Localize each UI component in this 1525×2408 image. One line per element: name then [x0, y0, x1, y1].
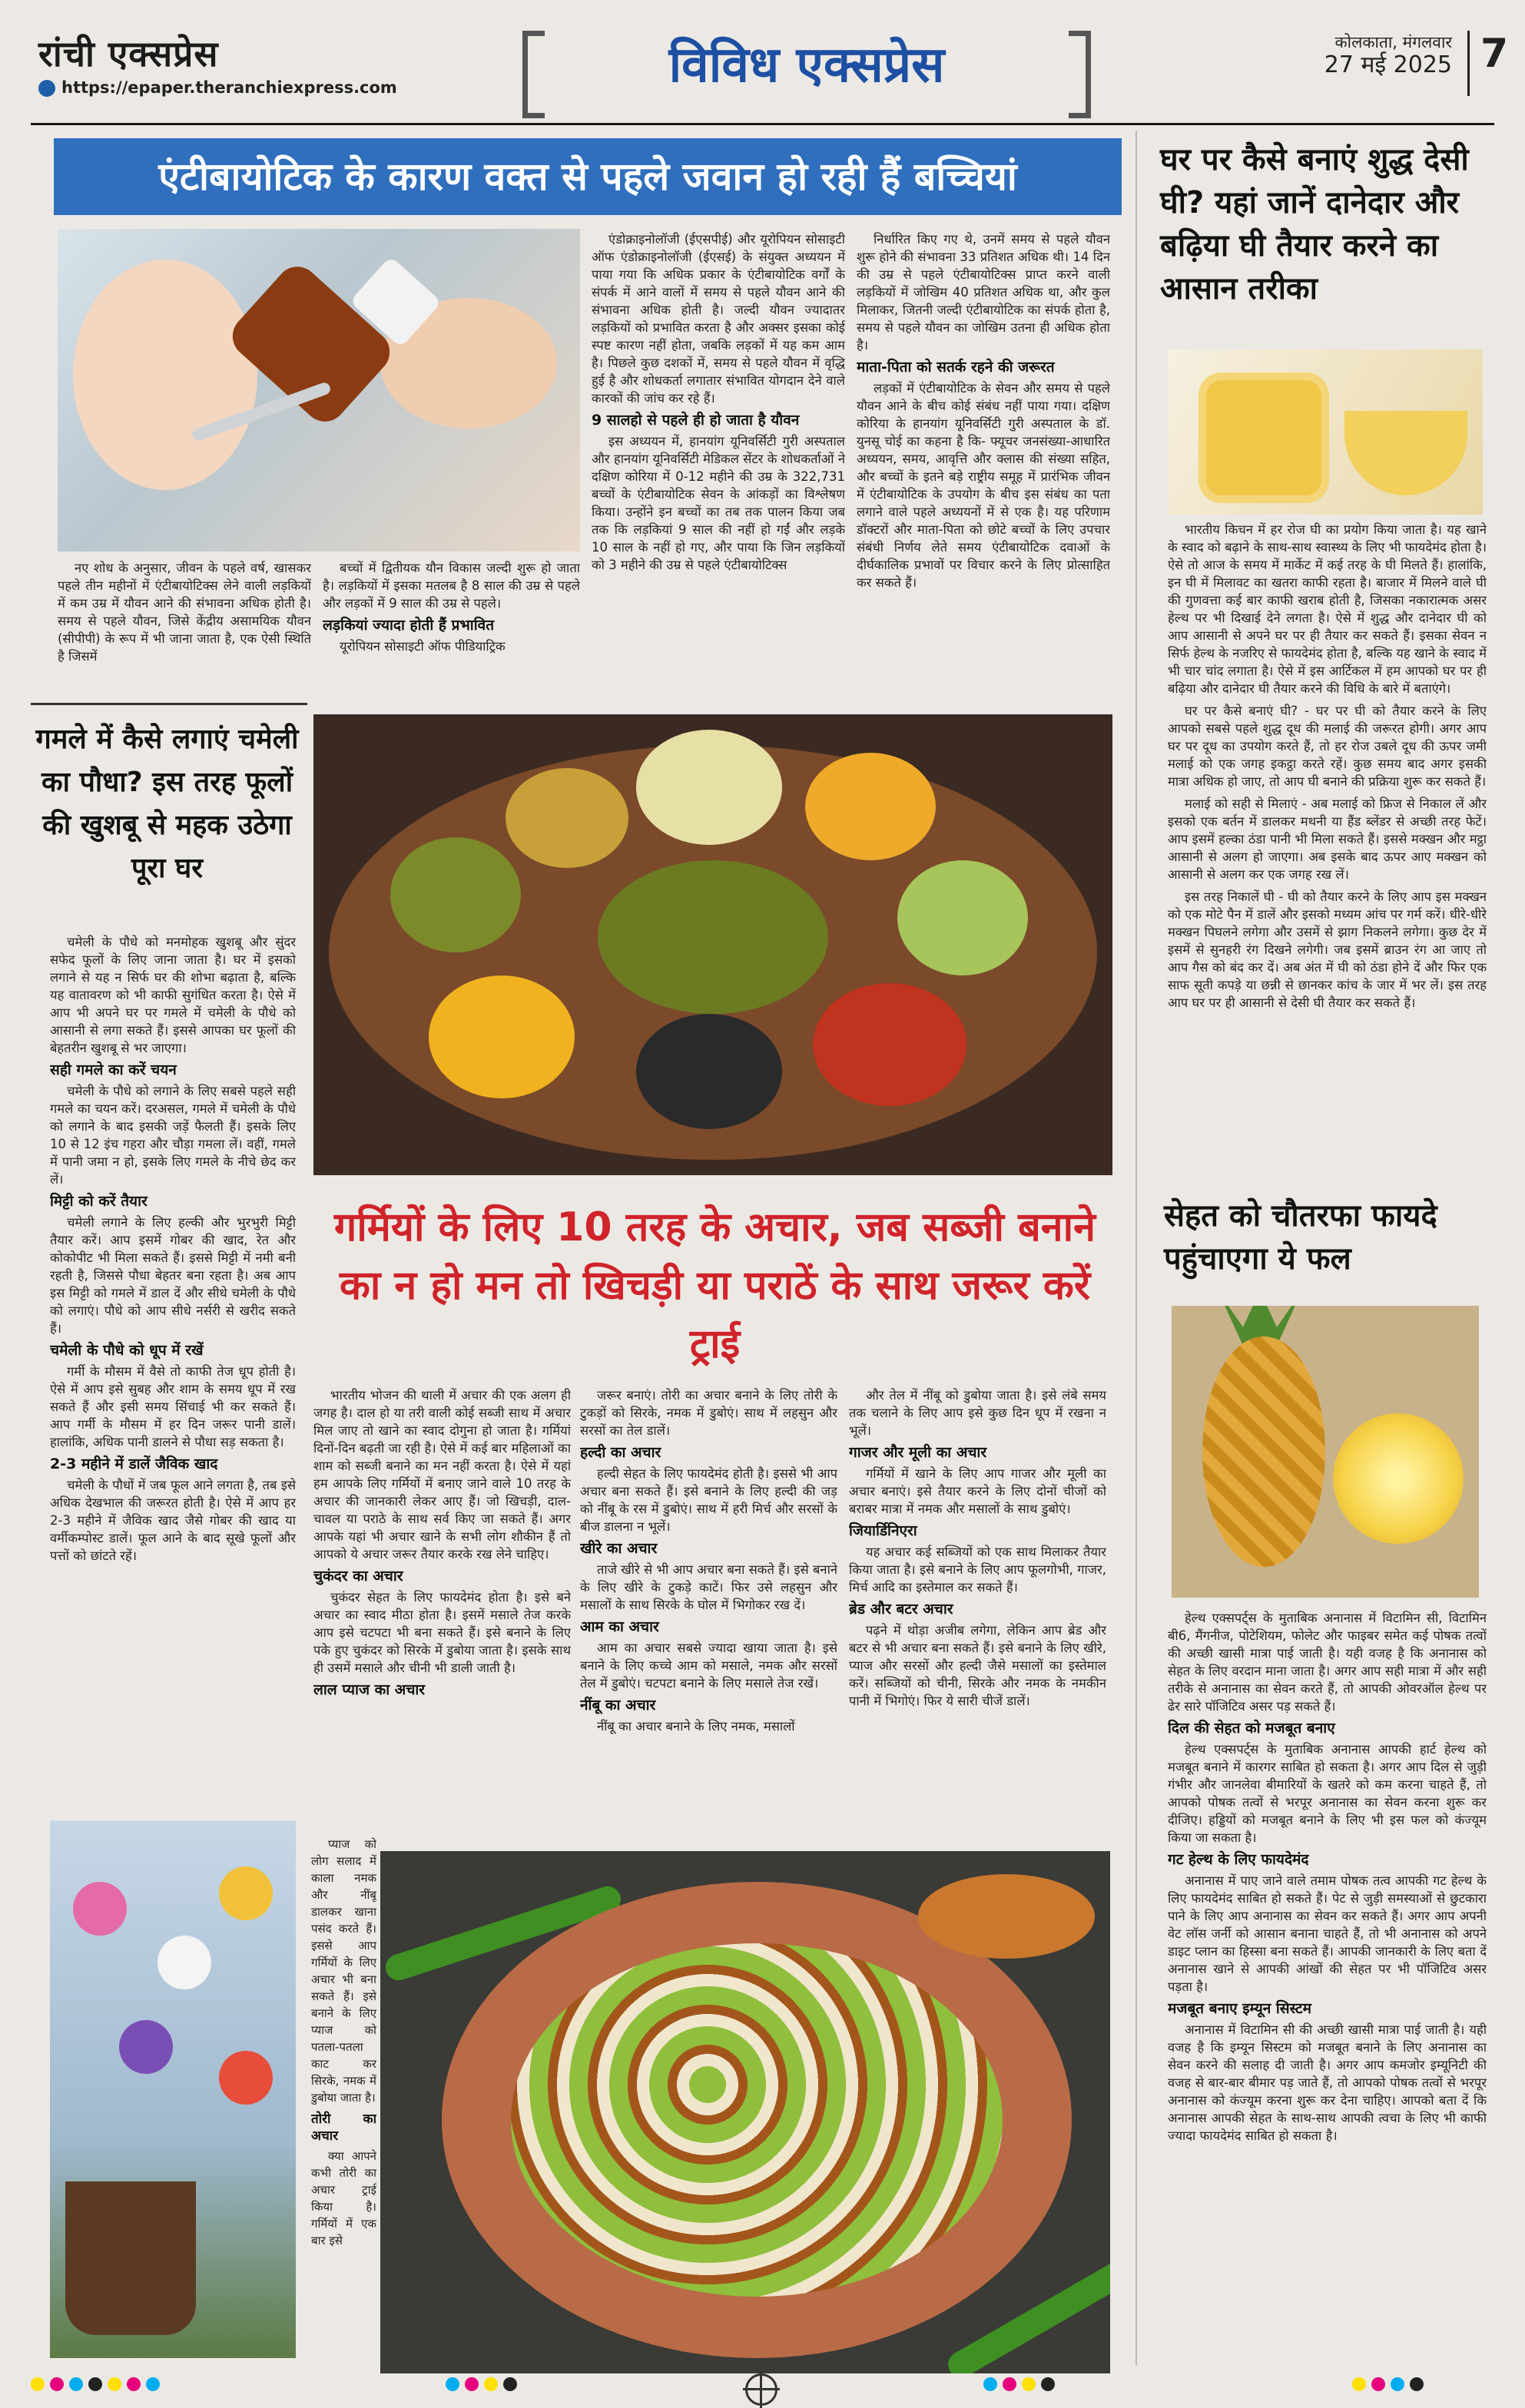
pickles-col1-p4: क्या आपने कभी तोरी का अचार ट्राई किया है। गर्मियों में एक बार इसे [311, 2149, 376, 2247]
pickles-col1 [313, 1386, 571, 1828]
ghee-p3: मलाई को सही से मिलाएं - अब मलाई को फ्रिज से निकाल लें और इसको एक बर्तन में डालकर मथनी या हैंड ब्लेंडर से अच्छी तरह फेटें। आप इसमें हल्का ठंडा पानी भी मिला सकते हैं। इससे मक्खन और मट्ठा आसानी से अलग हो जाएगा। अब इसके बाद ऊपर आए मक्खन को आसानी से अलग कर एक जगह रख लें। [1168, 797, 1487, 882]
pickles-col2 [580, 1386, 837, 1840]
pickles-col1-p2: चुकंदर सेहत के लिए फायदेमंद होता है। इसे बने अचार का स्वाद मीठा होता है। इसमें मसाले तेज करके आप इसे चटपटा भी बना सकते हैं। इसे बनाने के लिए पके हुए चुकंदर को सिरके में डुबोया जाता है। इसके साथ ही उसमें मसाले और चीनी भी डाली जाती है। [313, 1590, 571, 1675]
black-dot-icon [503, 2377, 517, 2391]
ghee-headline: घर पर कैसे बनाएं शुद्ध देसी घी? यहां जानें दानेदार और बढ़िया घी तैयार करने का आसान तरीका [1160, 142, 1469, 306]
pickle-bowl-icon [897, 860, 1028, 975]
fruit-subhead-gut: गट हेल्थ के लिए फायदेमंद [1168, 1851, 1309, 1868]
fruit-p3: अनानास में पाए जाने वाले तमाम पोषक तत्व आपकी गट हेल्थ के लिए फायदेमंद साबित हो सकते हैं। पेट से जुड़ी समस्याओं से छुटकारा पाने के लिए आप अनानास का सेवन कर सकते हैं। अगर आप अपनी वेट लॉस जर्नी को आसान बनाना चाहते हैं, तो भी अनानास को अपने डाइट प्लान का हिस्सा बना सकते हैं। आपकी जानकारी के लिए बता दें अनानास खाने से आपकी आंखों की सेहत पर भी पॉजिटिव असर पड़ता है। [1168, 1873, 1487, 1994]
pickles-col3-p1: और तेल में नींबू को डुबोया जाता है। इसे लंबे समय तक चलाने के लिए आप इसे कुछ दिन धूप में रखना न भूलें। [849, 1388, 1106, 1438]
pickles-subhead-bread-butter: ब्रेड और बटर अचार [849, 1601, 953, 1618]
pickles-subhead-turmeric: हल्दी का अचार [580, 1444, 661, 1461]
pickles-subhead-lemon: नींबू का अचार [580, 1697, 656, 1714]
cyan-dot-icon [69, 2377, 83, 2391]
color-dots-right [1352, 2377, 1429, 2394]
ghee-jar-icon [1198, 373, 1329, 503]
flower-icon [219, 2051, 273, 2105]
pickles-col3-p4: पढ़ने में थोड़ा अजीब लगेगा, लेकिन आप ब्रेड और बटर से भी अचार बना सकते हैं। इसे बनाने के लिए खीरे, प्याज और सरसों और हल्दी जैसे मसालों का इस्तेमाल करें। सब्जियों को चीनी, सिरके और नमक के नमकीन पानी में भिगोएं। फिर ये सारी चीजें डालें। [849, 1623, 1106, 1708]
dateline [1252, 31, 1452, 77]
spice-bowl-icon [918, 1874, 1095, 1959]
magenta-dot-icon [465, 2377, 479, 2391]
black-dot-icon [1041, 2377, 1055, 2391]
pineapple-slice-icon [1333, 1413, 1464, 1544]
pineapple-photo [1172, 1306, 1479, 1598]
yellow-dot-icon [31, 2377, 45, 2391]
pickles-photo [313, 714, 1112, 1175]
mixed-pickle-icon [511, 1943, 1003, 2297]
pickle-bowl-icon [805, 753, 936, 860]
antibiotics-col3-text: एंडोक्राइनोलॉजी (ईएसपीई) और यूरोपियन सोसाइटी ऑफ एंडोक्राइनोलॉजी (ईएसई) के संयुक्त अध्ययन में पाया गया कि अधिक प्रकार के एंटीबायोटिक वर्गों के संपर्क में आने वालों में समय से पहले यौवन आने की संभावना अधिक होती है। जल्दी यौवन ज्यादातर लड़कियों को प्रभावित करता है और अक्सर इसका कोई स्पष्ट कारण नहीं होता, जबकि लड़कों में यह कम आम है। पिछले कुछ दशकों में, समय से पहले यौवन में वृद्धि हुई है और शोधकर्ता लगातार संभावित योगदान देने वाले कारकों की जांच कर रहे हैं। [592, 232, 845, 406]
jasmine-p3: चमेली लगाने के लिए हल्की और भुरभुरी मिट्टी तैयार करें। आप इसमें गोबर की खाद, रेत और कोकोपीट भी मिला सकते हैं। इससे मिट्टी में नमी बनी रहती है, जिससे पौधा बेहतर बना रहता है। अब आप इस मिट्टी को गमले में डाल दें और सीधे चमेली के पौधे को लगाएं। पौधे को आप सीधे नर्सरी से खरीद सकते हैं। [50, 1215, 296, 1336]
antibiotics-col2b-text: यूरोपियन सोसाइटी ऑफ पीडियाट्रिक [340, 639, 506, 654]
pickles-subhead-onion: लाल प्याज का अचार [313, 1681, 426, 1698]
pickles-subhead-giardiniera: जियार्डिनिएरा [849, 1522, 917, 1539]
magenta-dot-icon [127, 2377, 141, 2391]
antibiotics-headline: एंटीबायोटिक के कारण वक्त से पहले जवान हो रही हैं बच्चियां [54, 138, 1122, 215]
jasmine-p5: चमेली के पौधों में जब फूल आने लगता है, तब इसे अधिक देखभाल की जरूरत होती है। ऐसे में आप हर 2-3 महीने में जैविक खाद जैसे गोबर की खाद या वर्मीकम्पोस्ट डालें। फूल आने के बाद सूखे फूलों और पत्तों को छांटते रहें। [50, 1478, 296, 1563]
pickle-bowl-icon [506, 768, 628, 868]
fruit-p2: हेल्थ एक्सपर्ट्स के मुताबिक अनानास आपकी हार्ट हेल्थ को मजबूत बनाने में कारगर साबित हो सकता है। अगर आप दिल से जुड़ी गंभीर और जानलेवा बीमारियों के खतरे को कम करना चाहते हैं, तो आपको पोषक तत्वों से भरपूर अनानास का सेवन करना शुरू कर दीजिए। हड्डियों को मजबूत बनाने के लिए भी इस फल को कंज्यूम किया जा सकता है। [1168, 1742, 1487, 1845]
color-dots-center-right [983, 2377, 1060, 2394]
fruit-body [1168, 1609, 1487, 2362]
magenta-dot-icon [1003, 2377, 1016, 2391]
pickles-subhead-cucumber: खीरे का अचार [580, 1540, 658, 1557]
section-title: विविध एक्सप्रेस [668, 37, 945, 94]
pickles-col2-p4: आम का अचार सबसे ज्यादा खाया जाता है। इसे बनाने के लिए कच्चे आम को मसाले, नमक और सरसों तेल में डुबोएं। चटपटा बनाने के लिए मसाले तेज रखें। [580, 1641, 837, 1691]
cyan-dot-icon [446, 2377, 459, 2391]
antibiotics-col2-subhead: लड़कियां ज्यादा होती हैं प्रभावित [323, 617, 495, 634]
pickles-onion-col [311, 1836, 376, 2366]
yellow-dot-icon [1352, 2377, 1366, 2391]
flower-icon [157, 1936, 211, 1989]
yellow-dot-icon [108, 2377, 121, 2391]
fruit-p1: हेल्थ एक्सपर्ट्स के मुताबिक अनानास में विटामिन सी, विटामिन बी6, मैंगनीज, पोटेशियम, फोलेट और फाइबर समेत कई पोषक तत्वों की अच्छी खासी मात्रा पाई जाती है। यही वजह है कि अनानास को सेहत के लिए वरदान माना जाता है। अगर आप सही मात्रा में और सही तरीके से अनानास का सेवन करते हैं, तो आपकी ओवरऑल हेल्थ पर ढेर सारे पॉजिटिव असर पड़ सकते हैं। [1168, 1611, 1487, 1714]
pineapple-icon [1202, 1336, 1325, 1567]
baby-shape [73, 260, 257, 490]
pickles-col3-p2: गर्मियों में खाने के लिए आप गाजर और मूली का अचार बनाएं। इसे तैयार करने के लिए दोनों चीजों को बराबर मात्रा में नमक और मसालों के साथ डुबोएं। [849, 1466, 1106, 1516]
pickles-col2-p5: नींबू का अचार बनाने के लिए नमक, मसालों [597, 1719, 795, 1734]
black-dot-icon [88, 2377, 102, 2391]
antibiotics-col1-text: नए शोध के अनुसार, जीवन के पहले वर्ष, खासकर पहले तीन महीनों में एंटीबायोटिक्स लेने वाली लड़कियों में कम उम्र में यौवन आने की संभावना अधिक होती है। समय से पहले यौवन, जिसे केंद्रीय असामयिक यौवन (सीपीपी) के रूप में भी जाना जाता है, एक ऐसी स्थिति है जिसमें [58, 561, 311, 664]
pickles-col2-p1: जरूर बनाएं। तोरी का अचार बनाने के लिए तोरी के टुकड़ों को सिरके, नमक में डुबोएं। साथ में लहसुन और सरसों का तेल डालें। [580, 1388, 837, 1438]
fruit-headline: सेहत को चौतरफा फायदे पहुंचाएगा ये फल [1164, 1198, 1437, 1277]
yellow-dot-icon [484, 2377, 498, 2391]
pickle-bowl-icon [813, 983, 966, 1106]
antibiotics-col1 [58, 559, 311, 694]
antibiotics-photo [58, 229, 580, 551]
jasmine-p2: चमेली के पौधे को लगाने के लिए सबसे पहले सही गमले का चयन करें। दरअसल, गमले में चमेली के पौधे को लगाने के बाद इसकी जड़ें फैलती हैं। इसके लिए 10 से 12 इंच गहरा और चौड़ा गमला लें। वहीं, गमले में पानी जमा न हो, इसके लिए गमले के नीचे छेद कर लें। [50, 1084, 296, 1187]
pickles-col2-p3: ताजे खीरे से भी आप अचार बना सकते हैं। इसे बनाने के लिए खीरे के टुकड़े काटें। फिर उसे लहसुन और मसालों के साथ सिरके के घोल में भिगोकर रख दें। [580, 1562, 837, 1612]
pickles-subhead-beetroot: चुकंदर का अचार [313, 1568, 403, 1585]
ghee-bowl-icon [1344, 411, 1467, 495]
epaper-url[interactable] [38, 78, 397, 97]
section-banner [615, 26, 999, 111]
registration-crosshair-icon [745, 2373, 777, 2406]
jasmine-headline: गमले में कैसे लगाएं चमेली का पौधा? इस तरह फूलों की खुशबू से महक उठेगा पूरा घर [35, 724, 299, 884]
jasmine-p4: गर्मी के मौसम में वैसे तो काफी तेज धूप होती है। ऐसे में आप इसे सुबह और शाम के समय धूप में रख सकते हैं और इसी समय सिंचाई भी कर सकते हैं। आप गर्मी के मौसम में हर दिन जरूर पानी डालें। हालांकि, अधिक पानी डालने से पौधा सड़ सकता है। [50, 1364, 296, 1449]
color-registration-top [484, 29, 576, 43]
antibiotics-col2-text: बच्चों में द्वितीयक यौन विकास जल्दी शुरू हो जाता है। लड़कियों में इसका मतलब है 8 साल की उम्र से पहले और लड़कों में 9 साल की उम्र से पहले। [323, 561, 580, 611]
jasmine-top-rule [31, 703, 307, 705]
cyan-dot-icon [1391, 2377, 1404, 2391]
pickle-bowl-icon [598, 860, 828, 1014]
cyan-dot-icon [983, 2377, 997, 2391]
fruit-subhead-immune: मजबूत बनाए इम्यून सिस्टम [1168, 2000, 1311, 2017]
jasmine-body [50, 933, 296, 1817]
antibiotics-col3b-text: इस अध्ययन में, हानयांग यूनिवर्सिटी गुरी अस्पताल और हानयांग यूनिवर्सिटी मेडिकल सेंटर के शोधकर्ताओं ने दक्षिण कोरिया में 0-12 महीने की उम्र के 322,731 बच्चों के एंटीबायोटिक सेवन के आंकड़ों का विश्लेषण किया। उन्होंने इन बच्चों का तब तक पालन किया जब तक कि लड़कियां 9 साल की नहीं हो गईं और लड़के 10 साल के नहीं हो गए, और पाया कि जिन लड़कियों को 3 महीने की उम्र से पहले एंटीबायोटिक्स [592, 434, 845, 572]
black-dot-icon [1410, 2377, 1424, 2391]
antibiotics-col4 [857, 230, 1110, 691]
ghee-p1: भारतीय किचन में हर रोज घी का प्रयोग किया जाता है। यह खाने के स्वाद को बढ़ाने के साथ-साथ स्वास्थ्य के लिए भी फायदेमंद होता है। ऐसे तो आज के समय में मार्केट में कई तरह के घी मिलते हैं। हालांकि, इन घी में मिलावट का खतरा काफी रहता है। बाजार में मिलने वाले घी की गुणवत्ता कई बार काफी खराब होती है, जिसका नकारात्मक असर हेल्थ पर भी दिखाई देने लगता है। ऐसे में शुद्ध और दानेदार घी को आप आसानी से अपने घर पर ही तैयार कर सकते हैं। इसका सेवन न सिर्फ हेल्थ के नजरिए से फायदेमंद होता है, बल्कि यह खाने के स्वाद में भी चार चांद लगाता है। ऐसे में इस आर्टिकल में हम आपको घर पर ही बढ़िया और दानेदार घी तैयार करने की विधि के बारे में बताएंगे। [1168, 522, 1487, 696]
pickles-subhead-carrot-radish: गाजर और मूली का अचार [849, 1444, 987, 1461]
jasmine-p1: चमेली के पौधे को मनमोहक खुशबू और सुंदर सफेद फूलों के लिए जाना जाता है। घर में इसको लगाने से यह न सिर्फ घर की शोभा बढ़ाता है, बल्कि यह वातावरण को भी काफी सुगंधित करता है। ऐसे में आप भी अपने घर पर गमले में चमेली के पौधे को आसानी से लगा सकते हैं। इससे आपका घर फूलों की बेहतरीन खुशबू से भर जाएगा। [50, 935, 296, 1055]
pickle-bowl-icon [636, 730, 782, 845]
yellow-dot-icon [1022, 2377, 1036, 2391]
antibiotics-col4b-text: लड़कों में एंटीबायोटिक के सेवन और समय से पहले यौवन आने के बीच कोई संबंध नहीं पाया गया। दक्षिण कोरिया के हानयांग यूनिवर्सिटी गुरी अस्पताल के डॉ. युनसू चोई का कहना है कि- फ्यूचर जनसंख्या-आधारित अध्ययन, समय, आवृत्ति और क्लास की संख्या सहित, और बच्चों के इतने बड़े राष्ट्रीय समूह में प्रारंभिक जीवन में एंटीबायोटिक के उपयोग के बीच इस संबंध का पता लगाने वाले पहले अध्ययनों में से एक है। यह परिणाम डॉक्टरों और माता-पिता को छोटे बच्चों के लिए उपचार संबंधी निर्णय लेते समय एंटीबायोटिक दवाओं के दीर्घकालिक प्रभावों पर विचार करने के लिए प्रोत्साहित कर सकते हैं। [857, 381, 1110, 590]
epaper-url-text: https://epaper.theranchiexpress.com [61, 78, 397, 97]
flower-icon [73, 1882, 127, 1936]
color-dots-left [31, 2377, 165, 2394]
jasmine-photo [50, 1820, 296, 2358]
globe-icon [38, 80, 55, 97]
ghee-p4: इस तरह निकालें घी - घी को तैयार करने के लिए आप इस मक्खन को एक मोटे पैन में डालें और इसको मध्यम आंच पर गर्म करें। धीरे-धीरे मक्खन पिघलने लगेगा और उसमें से झाग निकलने लगेगा। कुछ देर में इसमें से सुनहरी रंग दिखने लगेगी। जब इसमें ब्राउन रंग आ जाए तो आप गैस को बंद कर दें। अब अंत में घी को ठंडा होने दें और फिर एक साफ सूती कपड़े या छन्नी से छानकर कांच के जार में भर लें। इस तरह आप घर पर ही आसानी से देसी घी तैयार कर सकते हैं। [1168, 889, 1487, 1010]
bracket-right-icon [1069, 31, 1091, 118]
masthead [31, 23, 1509, 125]
pickle-bowl-icon [390, 837, 521, 952]
pickles-col2-p2: हल्दी सेहत के लिए फायदेमंद होती है। इससे भी आप अचार बना सकते हैं। इसे बनाने के लिए हल्दी की जड़ को नींबू के रस में डुबोएं। साथ में हरी मिर्च और सरसों के बीज डालना न भूलें। [580, 1466, 837, 1534]
pickles-subhead-tori: तोरी का अचार [311, 2112, 376, 2144]
magenta-dot-icon [50, 2377, 64, 2391]
fruit-p4: अनानास में विटामिन सी की अच्छी खासी मात्रा पाई जाती है। यही वजह है कि इम्यून सिस्टम को मजबूत बनाने के लिए अनानास का सेवन करने की सलाह दी जाती है। अगर आप कमजोर इम्यूनिटी की वजह से बार-बार बीमार पड़ जाते हैं, तो आपको पोषक तत्वों से भरपूर अनानास को कंज्यूम करना शुरू कर देना चाहिए। आपको बता दें कि अनानास आपकी सेहत के साथ-साथ आपकी त्वचा के लिए भी काफी ज्यादा फायदेमंद साबित हो सकता है। [1168, 2022, 1487, 2143]
mixed-pickle-photo [380, 1851, 1110, 2373]
ghee-photo [1168, 349, 1483, 515]
fruit-subhead-heart: दिल की सेहत को मजबूत बनाए [1168, 1720, 1335, 1737]
antibiotics-col2 [323, 559, 580, 694]
pickles-col1-p3: प्याज को लोग सलाद में काला नमक और नींबू डालकर खाना पसंद करते हैं। इससे आप गर्मियों के लिए अचार भी बना सकते हैं। इसे बनाने के लिए प्याज को पतला-पतला काट कर सिरके, नमक में डुबोया जाता है। [311, 1837, 376, 2105]
pickles-subhead-mango: आम का अचार [580, 1618, 659, 1635]
dateline-city-day: कोलकाता, मंगलवार [1334, 33, 1452, 51]
jasmine-subhead-sun: चमेली के पौधे को धूप में रखें [50, 1342, 204, 1359]
pickles-col1-p1: भारतीय भोजन की थाली में अचार की एक अलग ही जगह है। दाल हो या तरी वाली कोई सब्जी साथ में अचार मिल जाए तो खाने का स्वाद दोगुना हो जाता है। गर्मियां दिनों-दिन बढ़ती जा रही है। ऐसे में कई बार महिलाओं का शाम को सब्जी बनाने का मन नहीं करता है। ऐसे में यहां हम आपके लिए गर्मियों में बनाए जाने वाले 10 तरह के अचार की जानकारी लेकर आए हैं। जो खिचड़ी, दाल-चावल या पराठे के साथ सर्व किए जा सकते हैं। अगर आपके यहां भी अचार खाने के सभी लोग शौकीन हैं तो आपको ये अचार जरूर तैयार करके रख लेने चाहिए। [313, 1388, 571, 1562]
ghee-body [1168, 521, 1487, 1189]
newspaper-brand: रांची एक्सप्रेस [38, 33, 219, 75]
bracket-left-icon [522, 31, 545, 118]
flower-icon [119, 2020, 173, 2074]
ghee-p2: घर पर कैसे बनाएं घी? - घर पर घी को तैयार करने के लिए आपको सबसे पहले शुद्ध दूध की मलाई की जरूरत होगी। अगर आप घर पर दूध का उपयोग करते हैं, तो हर रोज उबले दूध की ऊपर जमी मलाई को एक जगह इकट्ठा करते रहें। कुछ समय बाद अगर इसकी मात्रा अधिक हो जाए, तो आप घी बनाने की प्रक्रिया शुरू कर सकते हैं। [1168, 704, 1487, 789]
pickle-bowl-icon [429, 975, 575, 1098]
pickles-col3 [849, 1386, 1106, 1840]
page-number: 7 [1467, 31, 1508, 96]
color-dots-center [446, 2377, 522, 2394]
jasmine-subhead-fertilizer: 2-3 महीने में डालें जैविक खाद [50, 1456, 218, 1472]
jasmine-subhead-soil: मिट्टी को करें तैयार [50, 1193, 148, 1210]
pickles-col3-p3: यह अचार कई सब्जियों को एक साथ मिलाकर तैयार किया जाता है। इसे बनाने के लिए आप फूलगोभी, गाजर, मिर्च आदि का इस्तेमाल कर सकते हैं। [849, 1545, 1106, 1595]
flower-pot-icon [65, 2181, 196, 2335]
antibiotics-col4-subhead: माता-पिता को सतर्क रहने की जरूरत [857, 359, 1055, 376]
dateline-date: 27 मई 2025 [1324, 51, 1452, 78]
antibiotics-col3 [592, 230, 845, 691]
antibiotics-col3-subhead: 9 सालहो से पहले ही हो जाता है यौवन [592, 412, 800, 429]
pickle-bowl-icon [636, 1014, 782, 1129]
magenta-dot-icon [1371, 2377, 1385, 2391]
right-rail-divider [1135, 131, 1137, 2366]
flower-icon [219, 1866, 273, 1920]
jasmine-subhead-pot: सही गमले का करें चयन [50, 1062, 177, 1078]
pickles-headline: गर्मियों के लिए 10 तरह के अचार, जब सब्जी बनाने का न हो मन तो खिचड़ी या पराठें के साथ जरूर करें ट्राई [334, 1204, 1096, 1367]
antibiotics-col4-text: निर्धारित किए गए थे, उनमें समय से पहले यौवन शुरू होने की संभावना 33 प्रतिशत अधिक थी। 14 दिन की उम्र से पहले एंटीबायोटिक्स प्राप्त करने वाली लड़कियों में जोखिम 40 प्रतिशत अधिक था, और कुल मिलाकर, जितनी जल्दी एंटीबायोटिक का संपर्क होता है, समय से पहले यौवन का जोखिम उतना ही अधिक होता है। [857, 232, 1110, 353]
cyan-dot-icon [146, 2377, 160, 2391]
